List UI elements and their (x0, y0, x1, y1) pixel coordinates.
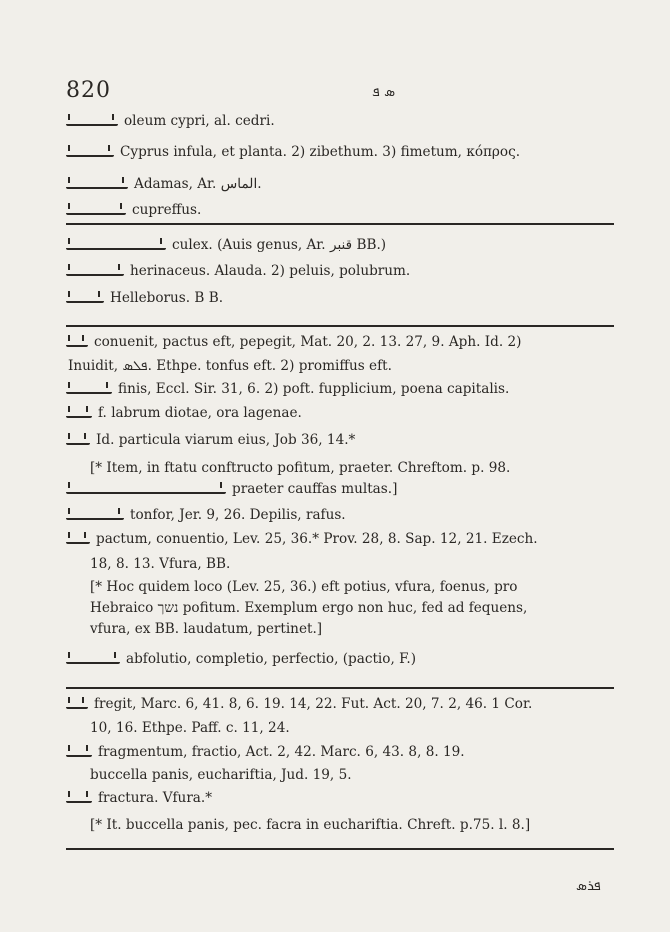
syriac-headword (66, 175, 128, 189)
syriac-headword (66, 380, 112, 394)
entry-line (90, 599, 527, 617)
entry-line (66, 789, 212, 807)
entry-text: praeter cauffas multas.] (232, 481, 398, 497)
entry-line (66, 431, 355, 449)
entry-text: [* Item, in ftatu conftructo pofitum, praeter. Chreftom. p. 98. (90, 460, 511, 476)
syriac-headword (66, 743, 92, 757)
page-number: 820 (66, 78, 111, 103)
entry-text: fregit, Marc. 6, 41. 8, 6. 19. 14, 22. Fut. Act. 20, 7. 2, 46. 1 Cor. (94, 696, 533, 712)
syriac-headword (66, 506, 124, 520)
syriac-headword (66, 289, 104, 303)
entry-text: oleum cypri, al. cedri. (124, 113, 275, 129)
entry-line (90, 459, 510, 477)
entry-line (90, 719, 290, 737)
syriac-headword (66, 789, 92, 803)
entry-text: finis, Eccl. Sir. 31, 6. 2) poft. fupplicium, poena capitalis. (118, 381, 510, 397)
entry-line (66, 175, 262, 193)
entry-line (66, 380, 509, 398)
entry-line (66, 650, 416, 668)
syriac-headword (66, 143, 114, 157)
entry-text: Id. particula viarum eius, Job 36, 14.* (96, 432, 356, 448)
entry-text: herinaceus. Alauda. 2) peluis, polubrum. (130, 263, 411, 279)
entry-text: conuenit, pactus eft, pepegit, Mat. 20, 2. 13. 27, 9. Aph. Id. 2) (94, 334, 522, 350)
entry-line (66, 743, 465, 761)
entry-line (66, 480, 397, 498)
entry-text: buccella panis, euchariftia, Jud. 19, 5. (90, 767, 352, 783)
entry-text: 10, 16. Ethpe. Paff. c. 11, 24. (90, 720, 290, 736)
entry-text: fractura. Vfura.* (98, 790, 213, 806)
header-letter-mark: ܣ ܦ (372, 84, 396, 100)
entry-line (90, 620, 322, 638)
entry-text: Cyprus infula, et planta. 2) zibethum. 3) fimetum, κόπρος. (120, 144, 521, 160)
entry-text: abfolutio, completio, perfectio, (pactio, F.) (126, 651, 417, 667)
entry-line (66, 530, 538, 548)
syriac-headword (66, 695, 88, 709)
entry-text: [* Hoc quidem loco (Lev. 25, 36.) eft potius, vfura, foenus, pro (90, 579, 518, 595)
syriac-headword (66, 201, 126, 215)
syriac-headword (66, 650, 120, 664)
entry-line (66, 143, 520, 161)
entry-line (66, 695, 532, 713)
entry-line (90, 555, 230, 573)
entry-text: cupreffus. (132, 202, 202, 218)
section-rule (66, 325, 614, 327)
entry-text: vfura, ex BB. laudatum, pertinet.] (90, 621, 323, 637)
entry-line (66, 289, 223, 307)
entry-line (90, 766, 352, 784)
entry-text: f. labrum diotae, ora lagenae. (98, 405, 302, 421)
entry-line (66, 404, 302, 422)
entry-text: Helleborus. B B. (110, 290, 224, 306)
entry-text: Inuidit, ܦܠܣ. Ethpe. tonfus eft. 2) promiffus eft. (68, 358, 392, 374)
syriac-headword (66, 333, 88, 347)
entry-text: 18, 8. 13. Vfura, BB. (90, 556, 231, 572)
entry-text: pactum, conuentio, Lev. 25, 36.* Prov. 28, 8. Sap. 12, 21. Ezech. (96, 531, 538, 547)
entry-line (66, 201, 201, 219)
syriac-headword (66, 431, 90, 445)
entry-text: [* It. buccella panis, pec. facra in euchariftia. Chreft. p.75. l. 8.] (90, 817, 531, 833)
entry-text: Adamas, Ar. الماس. (134, 176, 262, 192)
entry-line (68, 357, 392, 375)
entry-line (66, 506, 346, 524)
catchword: ܦܪܣ (576, 878, 601, 894)
syriac-headword (66, 404, 92, 418)
section-rule (66, 848, 614, 850)
entry-text: fragmentum, fractio, Act. 2, 42. Marc. 6, 43. 8, 8. 19. (98, 744, 465, 760)
entry-line (66, 236, 386, 254)
section-rule (66, 223, 614, 225)
entry-line (90, 578, 518, 596)
syriac-headword (66, 480, 226, 494)
entry-text: culex. (Auis genus, Ar. قنبر BB.) (172, 237, 387, 253)
entry-line (66, 112, 275, 130)
entry-line (66, 262, 410, 280)
syriac-headword (66, 236, 166, 250)
syriac-headword (66, 262, 124, 276)
entry-line (66, 333, 521, 351)
syriac-headword (66, 112, 118, 126)
entry-text: tonfor, Jer. 9, 26. Depilis, rafus. (130, 507, 346, 523)
syriac-headword (66, 530, 90, 544)
section-rule (66, 687, 614, 689)
entry-text: Hebraico נשך pofitum. Exemplum ergo non huc, fed ad fequens, (90, 600, 528, 616)
entry-line (90, 816, 530, 834)
